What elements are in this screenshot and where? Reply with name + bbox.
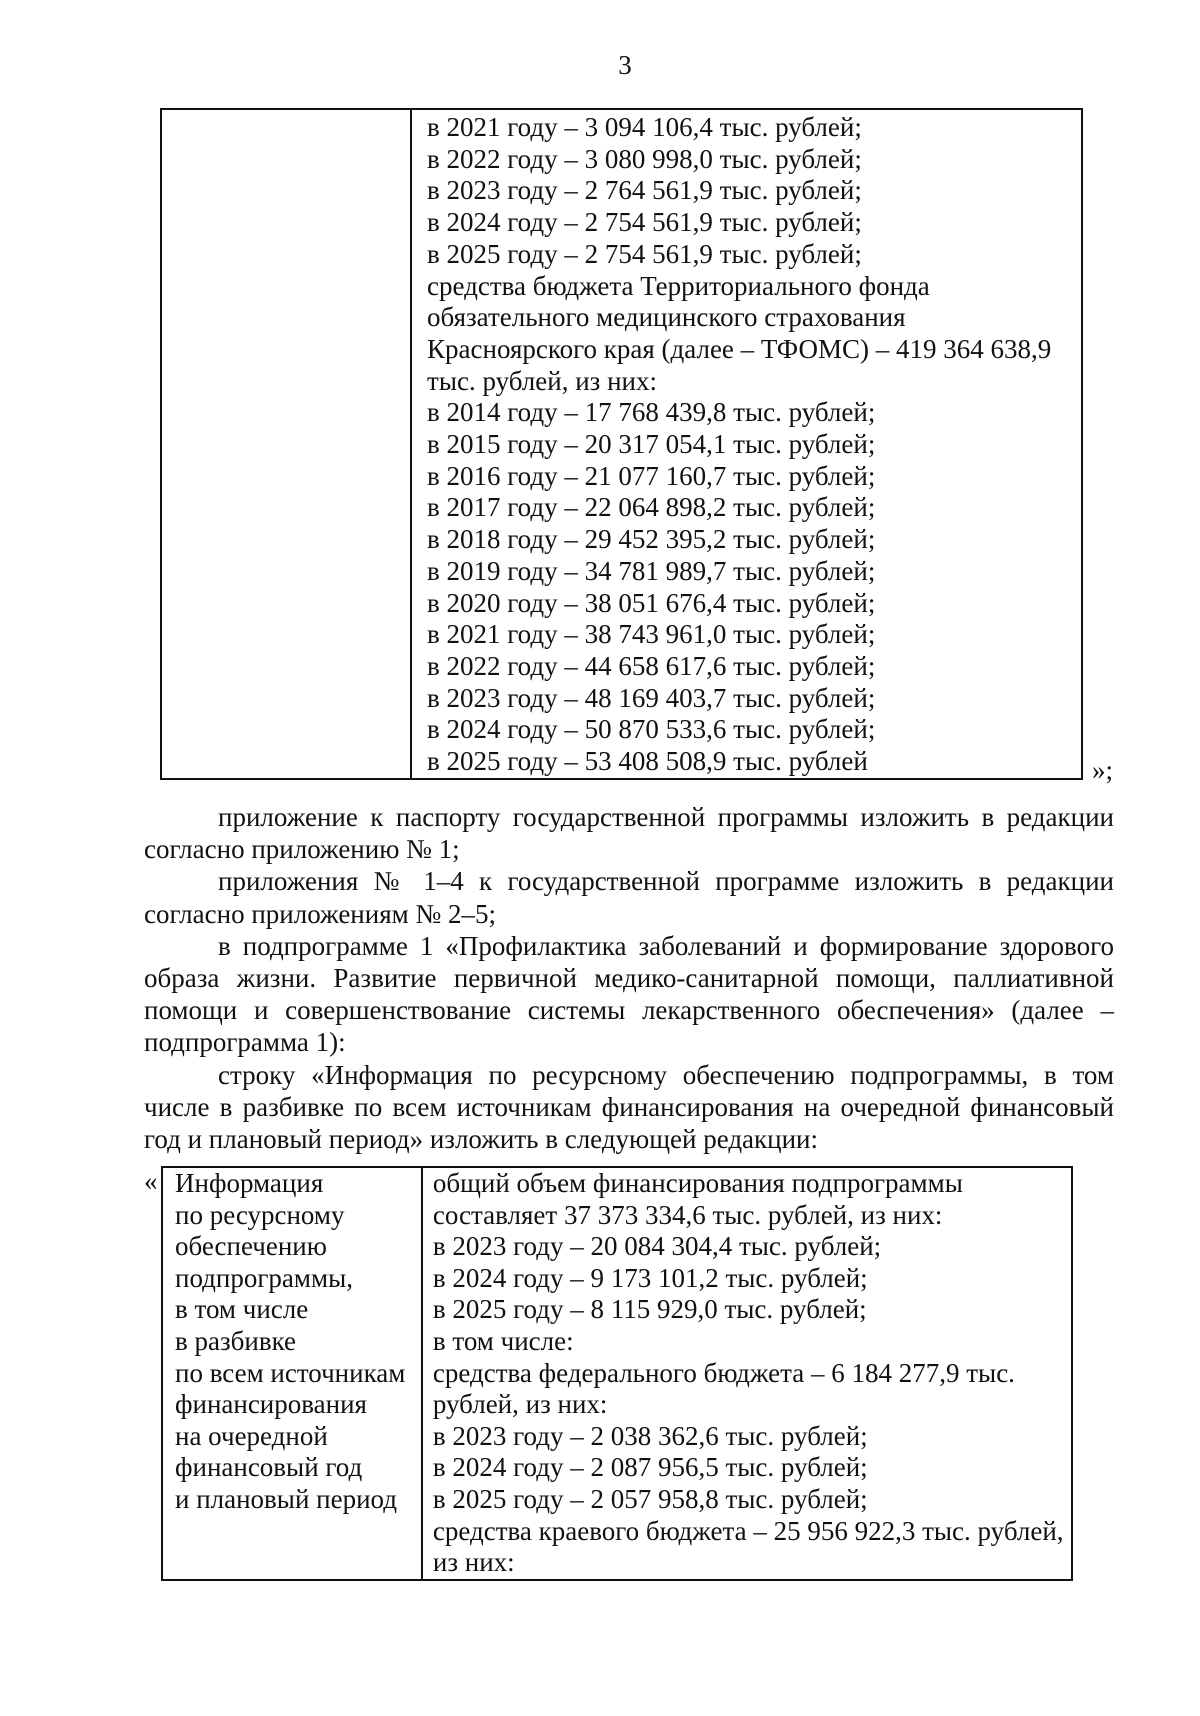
table-line: средства бюджета Территориального фонда	[427, 270, 930, 301]
table-right-cell	[411, 109, 1082, 779]
table-line: в 2018 году – 29 452 395,2 тыс. рублей;	[427, 524, 876, 555]
table-line: в 2024 году – 50 870 533,6 тыс. рублей;	[427, 714, 876, 745]
table-line: в 2024 году – 2 754 561,9 тыс. рублей;	[427, 207, 862, 238]
closing-quote: »;	[1092, 755, 1114, 785]
table-row	[162, 1167, 1072, 1580]
subprogram-resources-table	[161, 1166, 1073, 1581]
table-line: общий объем финансирования подпрограммы	[432, 1168, 963, 1198]
table-line: составляет 37 373 334,6 тыс. рублей, из них:	[432, 1199, 943, 1230]
table-line: в 2025 году – 53 408 508,9 тыс. рублей	[427, 746, 868, 777]
table-line: в том числе:	[432, 1325, 574, 1356]
table-line: в 2023 году – 2 764 561,9 тыс. рублей;	[427, 175, 862, 206]
table-line: на очередной	[175, 1420, 328, 1451]
table-line: в 2023 году – 2 038 362,6 тыс. рублей;	[432, 1420, 868, 1451]
table-left-cell	[162, 1167, 422, 1580]
financing-table-continued	[160, 108, 1083, 780]
table-line: рублей, из них:	[432, 1389, 608, 1420]
body-text	[144, 801, 1114, 1155]
table-line: подпрограммы,	[175, 1262, 353, 1293]
table-line: в 2024 году – 9 173 101,2 тыс. рублей;	[432, 1262, 868, 1293]
table-line: обязательного медицинского страхования	[427, 302, 906, 333]
table-line: в 2022 году – 3 080 998,0 тыс. рублей;	[427, 143, 862, 174]
paragraph: приложения № 1–4 к государственной программе изложить в редакции согласно приложениям № 2–5;	[144, 866, 1114, 929]
table-line: средства краевого бюджета – 25 956 922,3 тыс. рублей,	[432, 1515, 1064, 1546]
table-line: финансовый год	[175, 1452, 363, 1483]
paragraph: в подпрограмме 1 «Профилактика заболеваний и формирование здорового образа жизни. Развитие первичной медико-санитарной помощи, паллиативной помощи и совершенствование системы лекарственного обеспечения» (далее – подпрограмма 1):	[144, 930, 1114, 1058]
table-line: по ресурсному	[175, 1199, 345, 1230]
table-row	[161, 109, 1082, 779]
table-line: и плановый период	[175, 1483, 397, 1514]
table-line: в 2022 году – 44 658 617,6 тыс. рублей;	[427, 650, 876, 681]
table-line: средства федерального бюджета – 6 184 277,9 тыс.	[432, 1357, 1015, 1388]
table-left-cell	[161, 109, 411, 779]
paragraph: строку «Информация по ресурсному обеспечению подпрограммы, в том числе в разбивке по всем источникам финансирования на очередной финансовый год и плановый период» изложить в следующей редакции:	[144, 1059, 1114, 1155]
table-line: в том числе	[175, 1294, 309, 1325]
table-line: в 2017 году – 22 064 898,2 тыс. рублей;	[427, 492, 876, 523]
table-line: в 2025 году – 8 115 929,0 тыс. рублей;	[432, 1294, 867, 1325]
table-line: в 2021 году – 3 094 106,4 тыс. рублей;	[427, 112, 862, 142]
table-line: в 2025 году – 2 754 561,9 тыс. рублей;	[427, 238, 862, 269]
table-line: по всем источникам	[175, 1357, 406, 1388]
table-line: в 2023 году – 48 169 403,7 тыс. рублей;	[427, 682, 876, 713]
page-number: 3	[618, 50, 632, 80]
table-line: в 2024 году – 2 087 956,5 тыс. рублей;	[432, 1452, 868, 1483]
table-line: в 2016 году – 21 077 160,7 тыс. рублей;	[427, 460, 876, 491]
table-line: в 2014 году – 17 768 439,8 тыс. рублей;	[427, 397, 876, 428]
table-line: в 2015 году – 20 317 054,1 тыс. рублей;	[427, 429, 876, 460]
table-line: Информация	[175, 1168, 324, 1198]
opening-quote: «	[144, 1166, 158, 1196]
table-line: в 2021 году – 38 743 961,0 тыс. рублей;	[427, 619, 876, 650]
table-line: Красноярского края (далее – ТФОМС) – 419 364 638,9	[427, 333, 1052, 364]
paragraph: приложение к паспорту государственной программы изложить в редакции согласно приложению № 1;	[144, 802, 1114, 865]
table-right-cell	[422, 1167, 1072, 1580]
table-line: в разбивке	[175, 1325, 297, 1356]
table-line: в 2023 году – 20 084 304,4 тыс. рублей;	[432, 1231, 882, 1262]
table-line: обеспечению	[175, 1231, 327, 1262]
table-line: из них:	[432, 1547, 515, 1578]
table-line: в 2020 году – 38 051 676,4 тыс. рублей;	[427, 587, 876, 618]
table-line: тыс. рублей, из них:	[427, 365, 657, 396]
table-line: в 2025 году – 2 057 958,8 тыс. рублей;	[432, 1483, 868, 1514]
table-line: финансирования	[175, 1389, 367, 1420]
table-line: в 2019 году – 34 781 989,7 тыс. рублей;	[427, 555, 876, 586]
